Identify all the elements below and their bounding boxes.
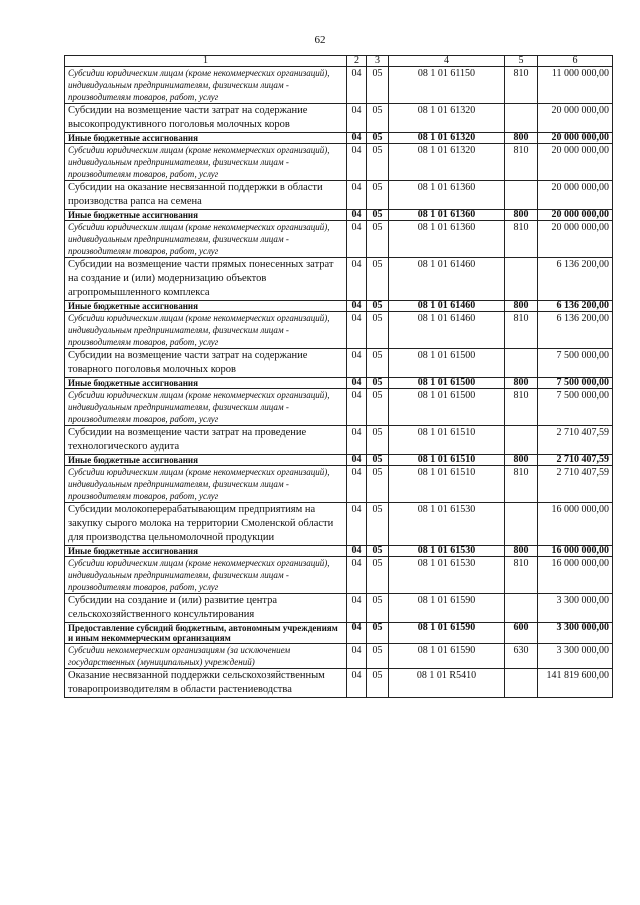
item-name-cell: Субсидии некоммерческим организациям (за исключением государственных (муниципальных) учреждений) — [65, 644, 347, 669]
header-cell: 1 — [65, 56, 347, 67]
expense-type-cell: 810 — [505, 221, 538, 258]
section-code-cell: 04 — [347, 466, 367, 503]
table-row — [65, 144, 613, 181]
expense-type-cell: 800 — [505, 378, 538, 389]
table-row — [65, 312, 613, 349]
table-row — [65, 557, 613, 594]
section-code-cell: 04 — [347, 181, 367, 210]
expense-type-cell: 810 — [505, 557, 538, 594]
target-article-cell: 08 1 01 61320 — [389, 144, 505, 181]
section-code-cell: 04 — [347, 221, 367, 258]
subsection-code-cell: 05 — [367, 644, 389, 669]
target-article-cell: 08 1 01 61500 — [389, 378, 505, 389]
item-name-cell: Субсидии юридическим лицам (кроме некоммерческих организаций), индивидуальным предпринимателям, физическим лицам - производителям товаров, работ, услуг — [65, 312, 347, 349]
amount-cell: 2 710 407,59 — [538, 426, 613, 455]
table-row — [65, 389, 613, 426]
table-row — [65, 104, 613, 133]
amount-cell: 6 136 200,00 — [538, 258, 613, 301]
section-code-cell: 04 — [347, 104, 367, 133]
table-header-row — [65, 56, 613, 67]
amount-cell: 20 000 000,00 — [538, 181, 613, 210]
table-row — [65, 623, 613, 644]
subsection-code-cell: 05 — [367, 623, 389, 644]
item-name-cell: Субсидии на возмещение части затрат на содержание высокопродуктивного поголовья молочных коров — [65, 104, 347, 133]
header-cell: 4 — [389, 56, 505, 67]
item-name-cell: Субсидии молокоперерабатывающим предприятиям на закупку сырого молока на территории Смоленской области для производства цельномолочной продукции — [65, 503, 347, 546]
section-code-cell: 04 — [347, 349, 367, 378]
subsection-code-cell: 05 — [367, 104, 389, 133]
item-name-cell: Субсидии на оказание несвязанной поддержки в области производства рапса на семена — [65, 181, 347, 210]
expense-type-cell — [505, 258, 538, 301]
expense-type-cell: 600 — [505, 623, 538, 644]
subsection-code-cell: 05 — [367, 594, 389, 623]
amount-cell: 16 000 000,00 — [538, 503, 613, 546]
table-row — [65, 349, 613, 378]
subsection-code-cell: 05 — [367, 181, 389, 210]
subsection-code-cell: 05 — [367, 301, 389, 312]
section-code-cell: 04 — [347, 546, 367, 557]
header-cell: 5 — [505, 56, 538, 67]
target-article-cell: 08 1 01 61360 — [389, 210, 505, 221]
amount-cell: 11 000 000,00 — [538, 67, 613, 104]
amount-cell: 3 300 000,00 — [538, 594, 613, 623]
subsection-code-cell: 05 — [367, 144, 389, 181]
amount-cell: 16 000 000,00 — [538, 557, 613, 594]
subsection-code-cell: 05 — [367, 669, 389, 698]
amount-cell: 7 500 000,00 — [538, 389, 613, 426]
subsection-code-cell: 05 — [367, 210, 389, 221]
item-name-cell: Оказание несвязанной поддержки сельскохозяйственным товаропроизводителям в области растениеводства — [65, 669, 347, 698]
subsection-code-cell: 05 — [367, 378, 389, 389]
item-name-cell: Субсидии юридическим лицам (кроме некоммерческих организаций), индивидуальным предпринимателям, физическим лицам - производителям товаров, работ, услуг — [65, 144, 347, 181]
target-article-cell: 08 1 01 61360 — [389, 221, 505, 258]
table-row — [65, 669, 613, 698]
amount-cell: 20 000 000,00 — [538, 210, 613, 221]
subsection-code-cell: 05 — [367, 258, 389, 301]
amount-cell: 20 000 000,00 — [538, 144, 613, 181]
target-article-cell: 08 1 01 61510 — [389, 455, 505, 466]
target-article-cell: 08 1 01 61500 — [389, 389, 505, 426]
header-cell: 3 — [367, 56, 389, 67]
subsection-code-cell: 05 — [367, 455, 389, 466]
expense-type-cell: 810 — [505, 312, 538, 349]
amount-cell: 6 136 200,00 — [538, 301, 613, 312]
table-row — [65, 466, 613, 503]
target-article-cell: 08 1 01 61460 — [389, 258, 505, 301]
amount-cell: 7 500 000,00 — [538, 349, 613, 378]
table-row — [65, 258, 613, 301]
table-body — [65, 56, 613, 698]
header-cell: 2 — [347, 56, 367, 67]
section-code-cell: 04 — [347, 644, 367, 669]
item-name-cell: Субсидии юридическим лицам (кроме некоммерческих организаций), индивидуальным предпринимателям, физическим лицам - производителям товаров, работ, услуг — [65, 466, 347, 503]
subsection-code-cell: 05 — [367, 389, 389, 426]
target-article-cell: 08 1 01 61590 — [389, 623, 505, 644]
item-name-cell: Субсидии юридическим лицам (кроме некоммерческих организаций), индивидуальным предпринимателям, физическим лицам - производителям товаров, работ, услуг — [65, 389, 347, 426]
subsection-code-cell: 05 — [367, 466, 389, 503]
expense-type-cell — [505, 426, 538, 455]
target-article-cell: 08 1 01 61320 — [389, 104, 505, 133]
amount-cell: 16 000 000,00 — [538, 546, 613, 557]
table-row — [65, 301, 613, 312]
section-code-cell: 04 — [347, 623, 367, 644]
expense-type-cell: 630 — [505, 644, 538, 669]
section-code-cell: 04 — [347, 133, 367, 144]
table-row — [65, 546, 613, 557]
target-article-cell: 08 1 01 61460 — [389, 301, 505, 312]
item-name-cell: Субсидии юридическим лицам (кроме некоммерческих организаций), индивидуальным предпринимателям, физическим лицам - производителям товаров, работ, услуг — [65, 557, 347, 594]
expense-type-cell: 800 — [505, 301, 538, 312]
amount-cell: 2 710 407,59 — [538, 466, 613, 503]
amount-cell: 7 500 000,00 — [538, 378, 613, 389]
expense-type-cell — [505, 594, 538, 623]
expense-type-cell: 810 — [505, 67, 538, 104]
item-name-cell: Субсидии на возмещение части затрат на содержание товарного поголовья молочных коров — [65, 349, 347, 378]
expense-type-cell — [505, 104, 538, 133]
expense-type-cell — [505, 181, 538, 210]
item-name-cell: Иные бюджетные ассигнования — [65, 546, 347, 557]
subsection-code-cell: 05 — [367, 426, 389, 455]
target-article-cell: 08 1 01 61510 — [389, 466, 505, 503]
table-row — [65, 426, 613, 455]
target-article-cell: 08 1 01 61320 — [389, 133, 505, 144]
expense-type-cell: 810 — [505, 466, 538, 503]
expense-type-cell: 810 — [505, 144, 538, 181]
section-code-cell: 04 — [347, 503, 367, 546]
item-name-cell: Субсидии на создание и (или) развитие центра сельскохозяйственного консультирования — [65, 594, 347, 623]
expense-type-cell: 800 — [505, 133, 538, 144]
budget-table — [64, 55, 613, 698]
expense-type-cell: 800 — [505, 455, 538, 466]
item-name-cell: Субсидии на возмещение части затрат на проведение технологического аудита — [65, 426, 347, 455]
expense-type-cell — [505, 503, 538, 546]
section-code-cell: 04 — [347, 455, 367, 466]
section-code-cell: 04 — [347, 258, 367, 301]
section-code-cell: 04 — [347, 301, 367, 312]
expense-type-cell: 810 — [505, 389, 538, 426]
amount-cell: 20 000 000,00 — [538, 133, 613, 144]
item-name-cell: Иные бюджетные ассигнования — [65, 455, 347, 466]
expense-type-cell: 800 — [505, 546, 538, 557]
amount-cell: 3 300 000,00 — [538, 623, 613, 644]
target-article-cell: 08 1 01 61510 — [389, 426, 505, 455]
target-article-cell: 08 1 01 61590 — [389, 594, 505, 623]
subsection-code-cell: 05 — [367, 67, 389, 104]
item-name-cell: Иные бюджетные ассигнования — [65, 301, 347, 312]
target-article-cell: 08 1 01 61500 — [389, 349, 505, 378]
target-article-cell: 08 1 01 61590 — [389, 644, 505, 669]
section-code-cell: 04 — [347, 210, 367, 221]
table-row — [65, 594, 613, 623]
table-row — [65, 67, 613, 104]
subsection-code-cell: 05 — [367, 349, 389, 378]
subsection-code-cell: 05 — [367, 221, 389, 258]
target-article-cell: 08 1 01 61460 — [389, 312, 505, 349]
target-article-cell: 08 1 01 61530 — [389, 503, 505, 546]
header-cell: 6 — [538, 56, 613, 67]
table-row — [65, 503, 613, 546]
expense-type-cell — [505, 349, 538, 378]
item-name-cell: Субсидии на возмещение части прямых понесенных затрат на создание и (или) модернизацию объектов агропромышленного комплекса — [65, 258, 347, 301]
item-name-cell: Иные бюджетные ассигнования — [65, 378, 347, 389]
page-number: 62 — [314, 34, 326, 46]
amount-cell: 141 819 600,00 — [538, 669, 613, 698]
amount-cell: 20 000 000,00 — [538, 104, 613, 133]
table-row — [65, 221, 613, 258]
amount-cell: 3 300 000,00 — [538, 644, 613, 669]
section-code-cell: 04 — [347, 67, 367, 104]
table-row — [65, 181, 613, 210]
table-row — [65, 378, 613, 389]
table-row — [65, 133, 613, 144]
item-name-cell: Субсидии юридическим лицам (кроме некоммерческих организаций), индивидуальным предпринимателям, физическим лицам - производителям товаров, работ, услуг — [65, 67, 347, 104]
section-code-cell: 04 — [347, 378, 367, 389]
table-row — [65, 455, 613, 466]
section-code-cell: 04 — [347, 594, 367, 623]
target-article-cell: 08 1 01 61150 — [389, 67, 505, 104]
amount-cell: 20 000 000,00 — [538, 221, 613, 258]
target-article-cell: 08 1 01 61530 — [389, 546, 505, 557]
target-article-cell: 08 1 01 61530 — [389, 557, 505, 594]
section-code-cell: 04 — [347, 312, 367, 349]
item-name-cell: Иные бюджетные ассигнования — [65, 133, 347, 144]
item-name-cell: Предоставление субсидий бюджетным, автономным учреждениям и иным некоммерческим организациям — [65, 623, 347, 644]
subsection-code-cell: 05 — [367, 312, 389, 349]
target-article-cell: 08 1 01 61360 — [389, 181, 505, 210]
amount-cell: 6 136 200,00 — [538, 312, 613, 349]
section-code-cell: 04 — [347, 669, 367, 698]
section-code-cell: 04 — [347, 389, 367, 426]
section-code-cell: 04 — [347, 557, 367, 594]
expense-type-cell — [505, 669, 538, 698]
subsection-code-cell: 05 — [367, 503, 389, 546]
table-row — [65, 210, 613, 221]
item-name-cell: Субсидии юридическим лицам (кроме некоммерческих организаций), индивидуальным предпринимателям, физическим лицам - производителям товаров, работ, услуг — [65, 221, 347, 258]
subsection-code-cell: 05 — [367, 546, 389, 557]
table-row — [65, 644, 613, 669]
amount-cell: 2 710 407,59 — [538, 455, 613, 466]
section-code-cell: 04 — [347, 144, 367, 181]
item-name-cell: Иные бюджетные ассигнования — [65, 210, 347, 221]
subsection-code-cell: 05 — [367, 557, 389, 594]
target-article-cell: 08 1 01 R5410 — [389, 669, 505, 698]
expense-type-cell: 800 — [505, 210, 538, 221]
subsection-code-cell: 05 — [367, 133, 389, 144]
section-code-cell: 04 — [347, 426, 367, 455]
